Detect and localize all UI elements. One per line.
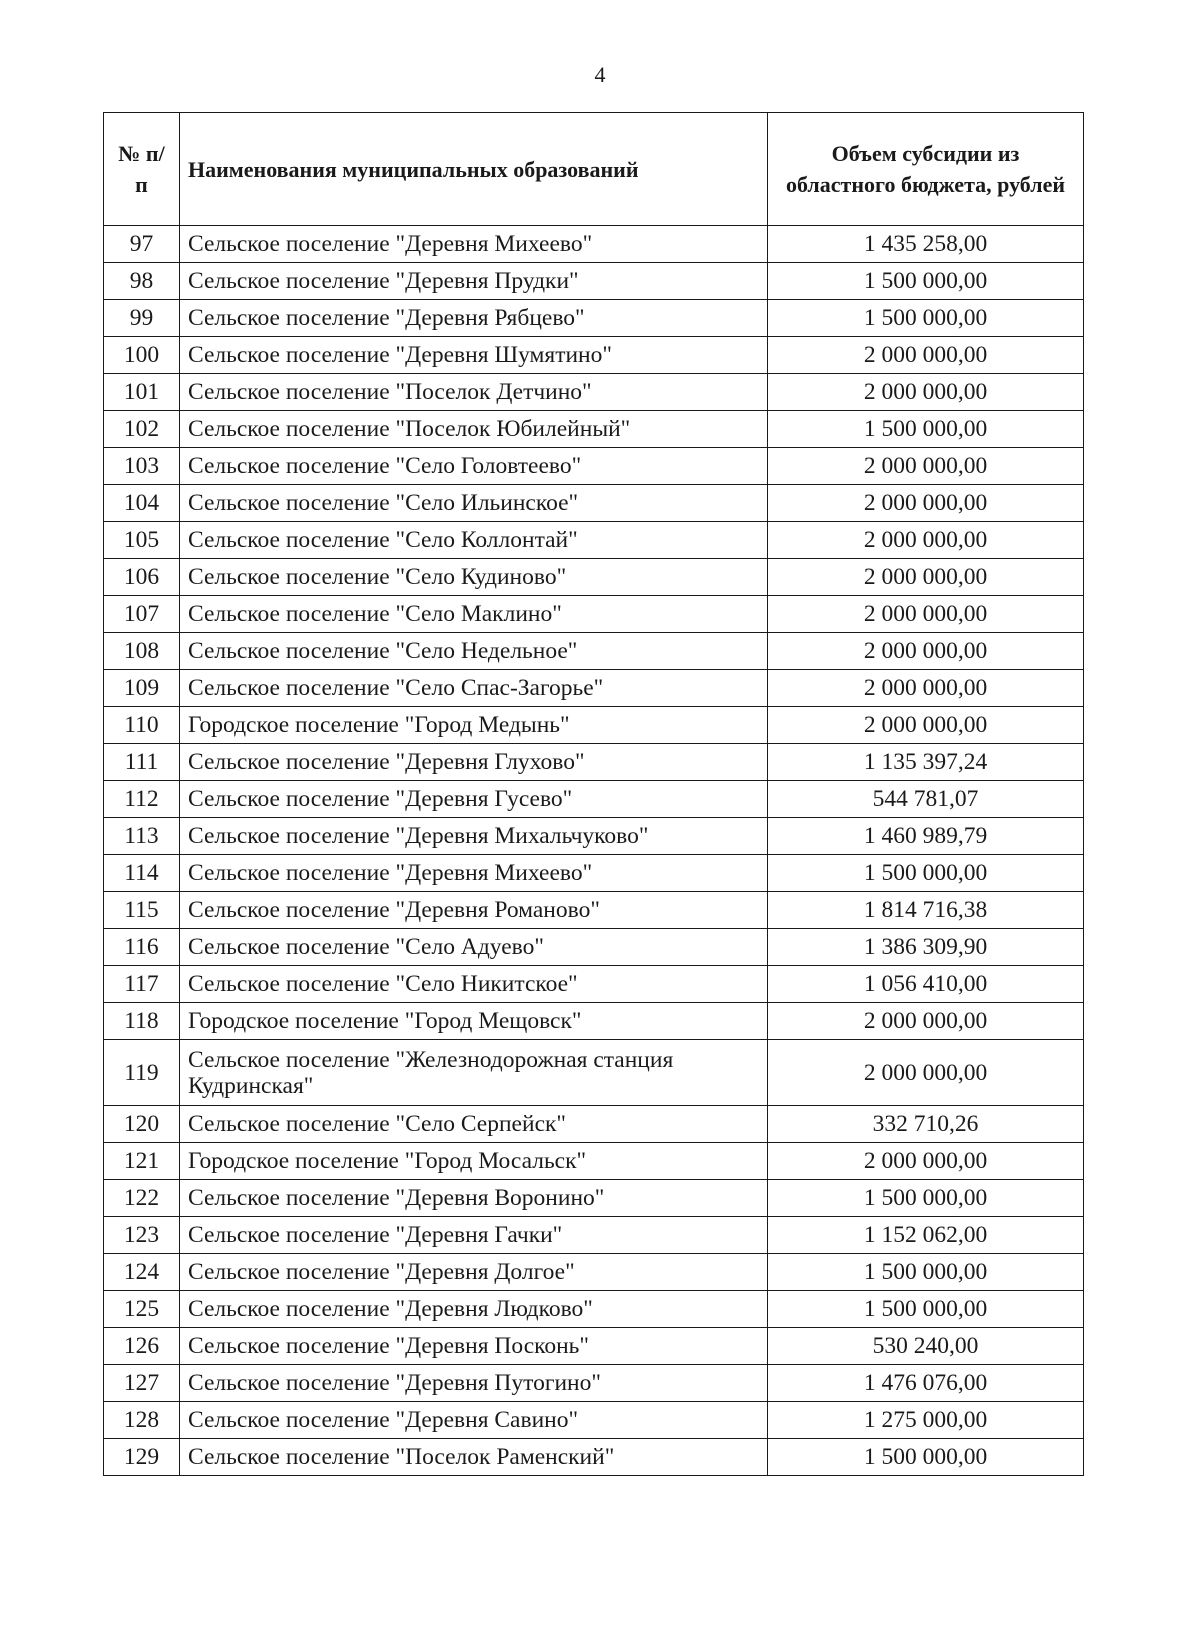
row-name: Сельское поселение "Село Недельное"	[180, 633, 768, 670]
table-row	[104, 1291, 1084, 1328]
table-row	[104, 892, 1084, 929]
row-number: 118	[104, 1003, 180, 1040]
row-amount: 1 435 258,00	[768, 226, 1084, 263]
row-amount: 1 500 000,00	[768, 1180, 1084, 1217]
row-amount: 2 000 000,00	[768, 485, 1084, 522]
table-row	[104, 1402, 1084, 1439]
row-amount: 1 814 716,38	[768, 892, 1084, 929]
table-row	[104, 633, 1084, 670]
table-row	[104, 1254, 1084, 1291]
row-number: 129	[104, 1439, 180, 1476]
header-name: Наименования муниципальных образований	[180, 113, 768, 226]
row-number: 106	[104, 559, 180, 596]
row-amount: 2 000 000,00	[768, 1040, 1084, 1106]
row-name: Сельское поселение "Поселок Детчино"	[180, 374, 768, 411]
row-amount: 1 500 000,00	[768, 1291, 1084, 1328]
row-number: 120	[104, 1106, 180, 1143]
row-amount: 1 500 000,00	[768, 300, 1084, 337]
row-amount: 2 000 000,00	[768, 1143, 1084, 1180]
table-row	[104, 263, 1084, 300]
row-name: Сельское поселение "Деревня Михеево"	[180, 226, 768, 263]
row-amount: 2 000 000,00	[768, 670, 1084, 707]
table-row	[104, 818, 1084, 855]
row-amount: 1 500 000,00	[768, 855, 1084, 892]
table-row	[104, 226, 1084, 263]
row-number: 113	[104, 818, 180, 855]
row-name: Сельское поселение "Село Коллонтай"	[180, 522, 768, 559]
row-number: 101	[104, 374, 180, 411]
row-name: Сельское поселение "Деревня Посконь"	[180, 1328, 768, 1365]
row-number: 109	[104, 670, 180, 707]
table-header-row	[104, 113, 1084, 226]
row-name: Сельское поселение "Деревня Михеево"	[180, 855, 768, 892]
table-row	[104, 411, 1084, 448]
row-amount: 1 500 000,00	[768, 263, 1084, 300]
row-number: 124	[104, 1254, 180, 1291]
row-name: Сельское поселение "Деревня Воронино"	[180, 1180, 768, 1217]
table-row	[104, 707, 1084, 744]
row-amount: 2 000 000,00	[768, 633, 1084, 670]
row-name: Сельское поселение "Село Головтеево"	[180, 448, 768, 485]
table-row	[104, 929, 1084, 966]
row-number: 125	[104, 1291, 180, 1328]
row-name: Сельское поселение "Деревня Рябцево"	[180, 300, 768, 337]
table-row	[104, 1365, 1084, 1402]
table-row	[104, 855, 1084, 892]
table-row	[104, 485, 1084, 522]
row-name: Сельское поселение "Поселок Раменский"	[180, 1439, 768, 1476]
row-amount: 1 500 000,00	[768, 1254, 1084, 1291]
row-number: 99	[104, 300, 180, 337]
page-number: 4	[594, 62, 606, 87]
row-number: 121	[104, 1143, 180, 1180]
table-row	[104, 1217, 1084, 1254]
table-row	[104, 1003, 1084, 1040]
table-row	[104, 1143, 1084, 1180]
row-amount: 2 000 000,00	[768, 448, 1084, 485]
row-number: 127	[104, 1365, 180, 1402]
row-number: 105	[104, 522, 180, 559]
row-number: 100	[104, 337, 180, 374]
table-row	[104, 966, 1084, 1003]
row-name: Сельское поселение "Деревня Гусево"	[180, 781, 768, 818]
row-number: 110	[104, 707, 180, 744]
row-amount: 1 500 000,00	[768, 1439, 1084, 1476]
row-number: 122	[104, 1180, 180, 1217]
row-amount: 1 152 062,00	[768, 1217, 1084, 1254]
header-amount: Объем субсидии из областного бюджета, рублей	[768, 113, 1084, 226]
row-amount: 1 500 000,00	[768, 411, 1084, 448]
row-name: Сельское поселение "Деревня Прудки"	[180, 263, 768, 300]
row-number: 111	[104, 744, 180, 781]
row-amount: 1 386 309,90	[768, 929, 1084, 966]
row-amount: 2 000 000,00	[768, 337, 1084, 374]
table-row	[104, 1106, 1084, 1143]
row-name: Сельское поселение "Поселок Юбилейный"	[180, 411, 768, 448]
row-number: 114	[104, 855, 180, 892]
row-name: Сельское поселение "Деревня Гачки"	[180, 1217, 768, 1254]
row-number: 103	[104, 448, 180, 485]
table-row	[104, 1439, 1084, 1476]
row-name: Сельское поселение "Село Маклино"	[180, 596, 768, 633]
row-amount: 1 476 076,00	[768, 1365, 1084, 1402]
row-name: Сельское поселение "Деревня Михальчуково"	[180, 818, 768, 855]
row-number: 115	[104, 892, 180, 929]
row-name: Сельское поселение "Деревня Долгое"	[180, 1254, 768, 1291]
table-row	[104, 337, 1084, 374]
row-amount: 1 275 000,00	[768, 1402, 1084, 1439]
row-name: Сельское поселение "Деревня Савино"	[180, 1402, 768, 1439]
row-amount: 2 000 000,00	[768, 522, 1084, 559]
row-name: Сельское поселение "Село Ильинское"	[180, 485, 768, 522]
subsidy-table	[103, 112, 1084, 1476]
table-row	[104, 781, 1084, 818]
row-amount: 530 240,00	[768, 1328, 1084, 1365]
row-amount: 1 460 989,79	[768, 818, 1084, 855]
row-name: Сельское поселение "Село Серпейск"	[180, 1106, 768, 1143]
table-row	[104, 670, 1084, 707]
row-number: 126	[104, 1328, 180, 1365]
row-number: 112	[104, 781, 180, 818]
table-row	[104, 300, 1084, 337]
row-name: Городское поселение "Город Медынь"	[180, 707, 768, 744]
row-name: Сельское поселение "Деревня Шумятино"	[180, 337, 768, 374]
row-amount: 1 056 410,00	[768, 966, 1084, 1003]
row-number: 104	[104, 485, 180, 522]
table-row	[104, 522, 1084, 559]
row-name: Городское поселение "Город Мосальск"	[180, 1143, 768, 1180]
row-amount: 2 000 000,00	[768, 1003, 1084, 1040]
row-amount: 332 710,26	[768, 1106, 1084, 1143]
row-name: Сельское поселение "Деревня Путогино"	[180, 1365, 768, 1402]
table-row	[104, 448, 1084, 485]
header-number: № п/п	[104, 113, 180, 226]
table-row	[104, 559, 1084, 596]
table-row	[104, 1180, 1084, 1217]
row-name: Сельское поселение "Железнодорожная станция Кудринская"	[180, 1040, 768, 1106]
row-amount: 2 000 000,00	[768, 596, 1084, 633]
row-amount: 544 781,07	[768, 781, 1084, 818]
table-row	[104, 1040, 1084, 1106]
row-name: Сельское поселение "Село Спас-Загорье"	[180, 670, 768, 707]
table-body	[104, 226, 1084, 1476]
row-number: 97	[104, 226, 180, 263]
row-name: Городское поселение "Город Мещовск"	[180, 1003, 768, 1040]
table-row	[104, 596, 1084, 633]
row-amount: 1 135 397,24	[768, 744, 1084, 781]
table-row	[104, 374, 1084, 411]
row-amount: 2 000 000,00	[768, 707, 1084, 744]
row-name: Сельское поселение "Село Кудиново"	[180, 559, 768, 596]
row-number: 119	[104, 1040, 180, 1106]
row-amount: 2 000 000,00	[768, 559, 1084, 596]
table-row	[104, 744, 1084, 781]
table-row	[104, 1328, 1084, 1365]
row-amount: 2 000 000,00	[768, 374, 1084, 411]
row-number: 108	[104, 633, 180, 670]
row-number: 128	[104, 1402, 180, 1439]
row-name: Сельское поселение "Деревня Людково"	[180, 1291, 768, 1328]
row-number: 98	[104, 263, 180, 300]
row-name: Сельское поселение "Деревня Романово"	[180, 892, 768, 929]
row-name: Сельское поселение "Село Никитское"	[180, 966, 768, 1003]
row-name: Сельское поселение "Деревня Глухово"	[180, 744, 768, 781]
row-name: Сельское поселение "Село Адуево"	[180, 929, 768, 966]
row-number: 117	[104, 966, 180, 1003]
row-number: 123	[104, 1217, 180, 1254]
row-number: 107	[104, 596, 180, 633]
row-number: 102	[104, 411, 180, 448]
row-number: 116	[104, 929, 180, 966]
